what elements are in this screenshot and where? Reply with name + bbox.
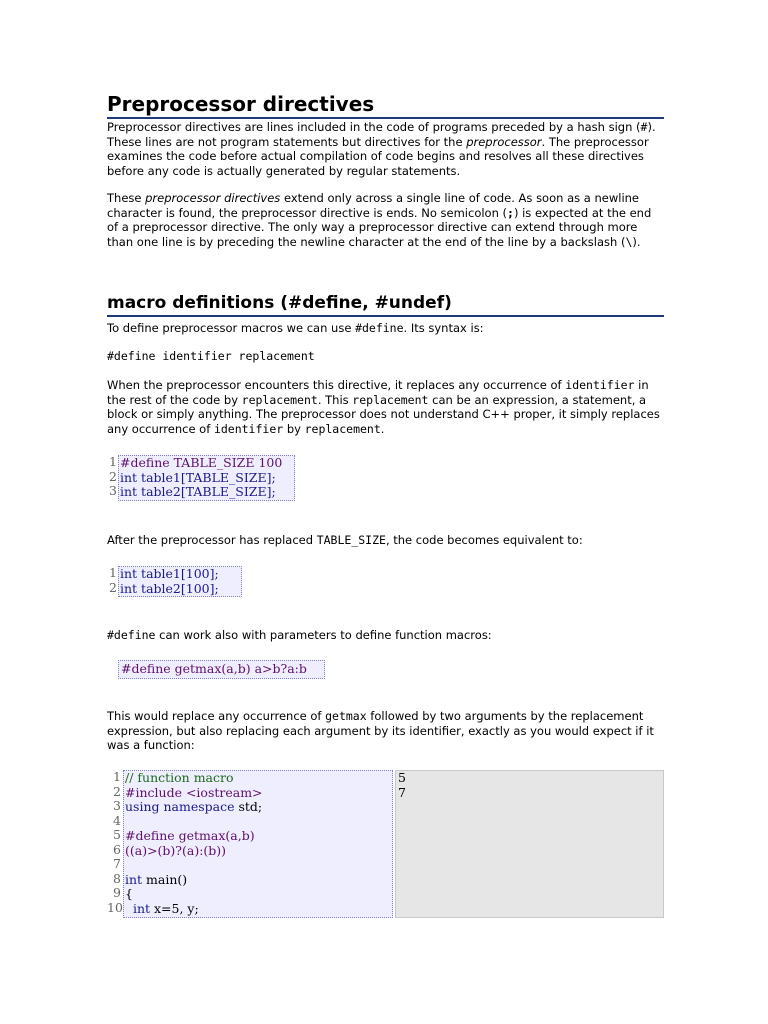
code-box: #define getmax(a,b) a>b?a:b bbox=[118, 660, 325, 679]
line-numbers: 1 2 3 bbox=[109, 454, 117, 498]
code-block-4 bbox=[107, 770, 397, 918]
code-box: int table1[100]; int table2[100]; bbox=[118, 566, 242, 597]
line-numbers: 1 2 bbox=[109, 565, 117, 595]
intro-paragraph-1: Preprocessor directives are lines included in the code of programs preceded by a hash sign (#). These lines are not program statements but directives for the preprocessor. The preprocessor examines the code before actual compilation of code begins and resolves all these directives before any code is actually generated by regular statements. bbox=[107, 120, 656, 178]
macro-paragraph-3: After the preprocessor has replaced TABLE_SIZE, the code becomes equivalent to: bbox=[107, 533, 583, 547]
macro-paragraph-5: This would replace any occurrence of getmax followed by two arguments by the replacement expression, but also replacing each argument by its identifier, exactly as you would expect if it was a function: bbox=[107, 709, 654, 752]
code-box: #define TABLE_SIZE 100 int table1[TABLE_SIZE]; int table2[TABLE_SIZE]; bbox=[118, 455, 295, 501]
code-box: // function macro #include <iostream> using namespace std; #define getmax(a,b) ((a)>(b)?(a):(b)) int main() { int x=5, y; bbox=[123, 770, 393, 918]
syntax-line: #define identifier replacement bbox=[107, 349, 315, 363]
line-numbers: 1 2 3 4 5 6 7 8 9 10 bbox=[107, 769, 123, 915]
program-output: 5 7 bbox=[395, 770, 664, 918]
macro-paragraph-4: #define can work also with parameters to define function macros: bbox=[107, 628, 492, 642]
page-title: Preprocessor directives bbox=[107, 92, 664, 119]
section-heading-macro: macro definitions (#define, #undef) bbox=[107, 292, 664, 317]
macro-paragraph-2: When the preprocessor encounters this directive, it replaces any occurrence of identifier in the rest of the code by replacement. This replacement can be an expression, a statement, a block or simply anything. The preprocessor does not understand C++ proper, it simply replaces any occurrence of identifier by replacement. bbox=[107, 378, 660, 436]
macro-paragraph-1: To define preprocessor macros we can use #define. Its syntax is: bbox=[107, 321, 484, 335]
intro-paragraph-2: These preprocessor directives extend only across a single line of code. As soon as a newline character is found, the preprocessor directive is ends. No semicolon (;) is expected at the end of a preprocessor directive. The only way a preprocessor directive can extend through more than one line is by preceding the newline character at the end of the line by a backslash (\). bbox=[107, 191, 652, 249]
